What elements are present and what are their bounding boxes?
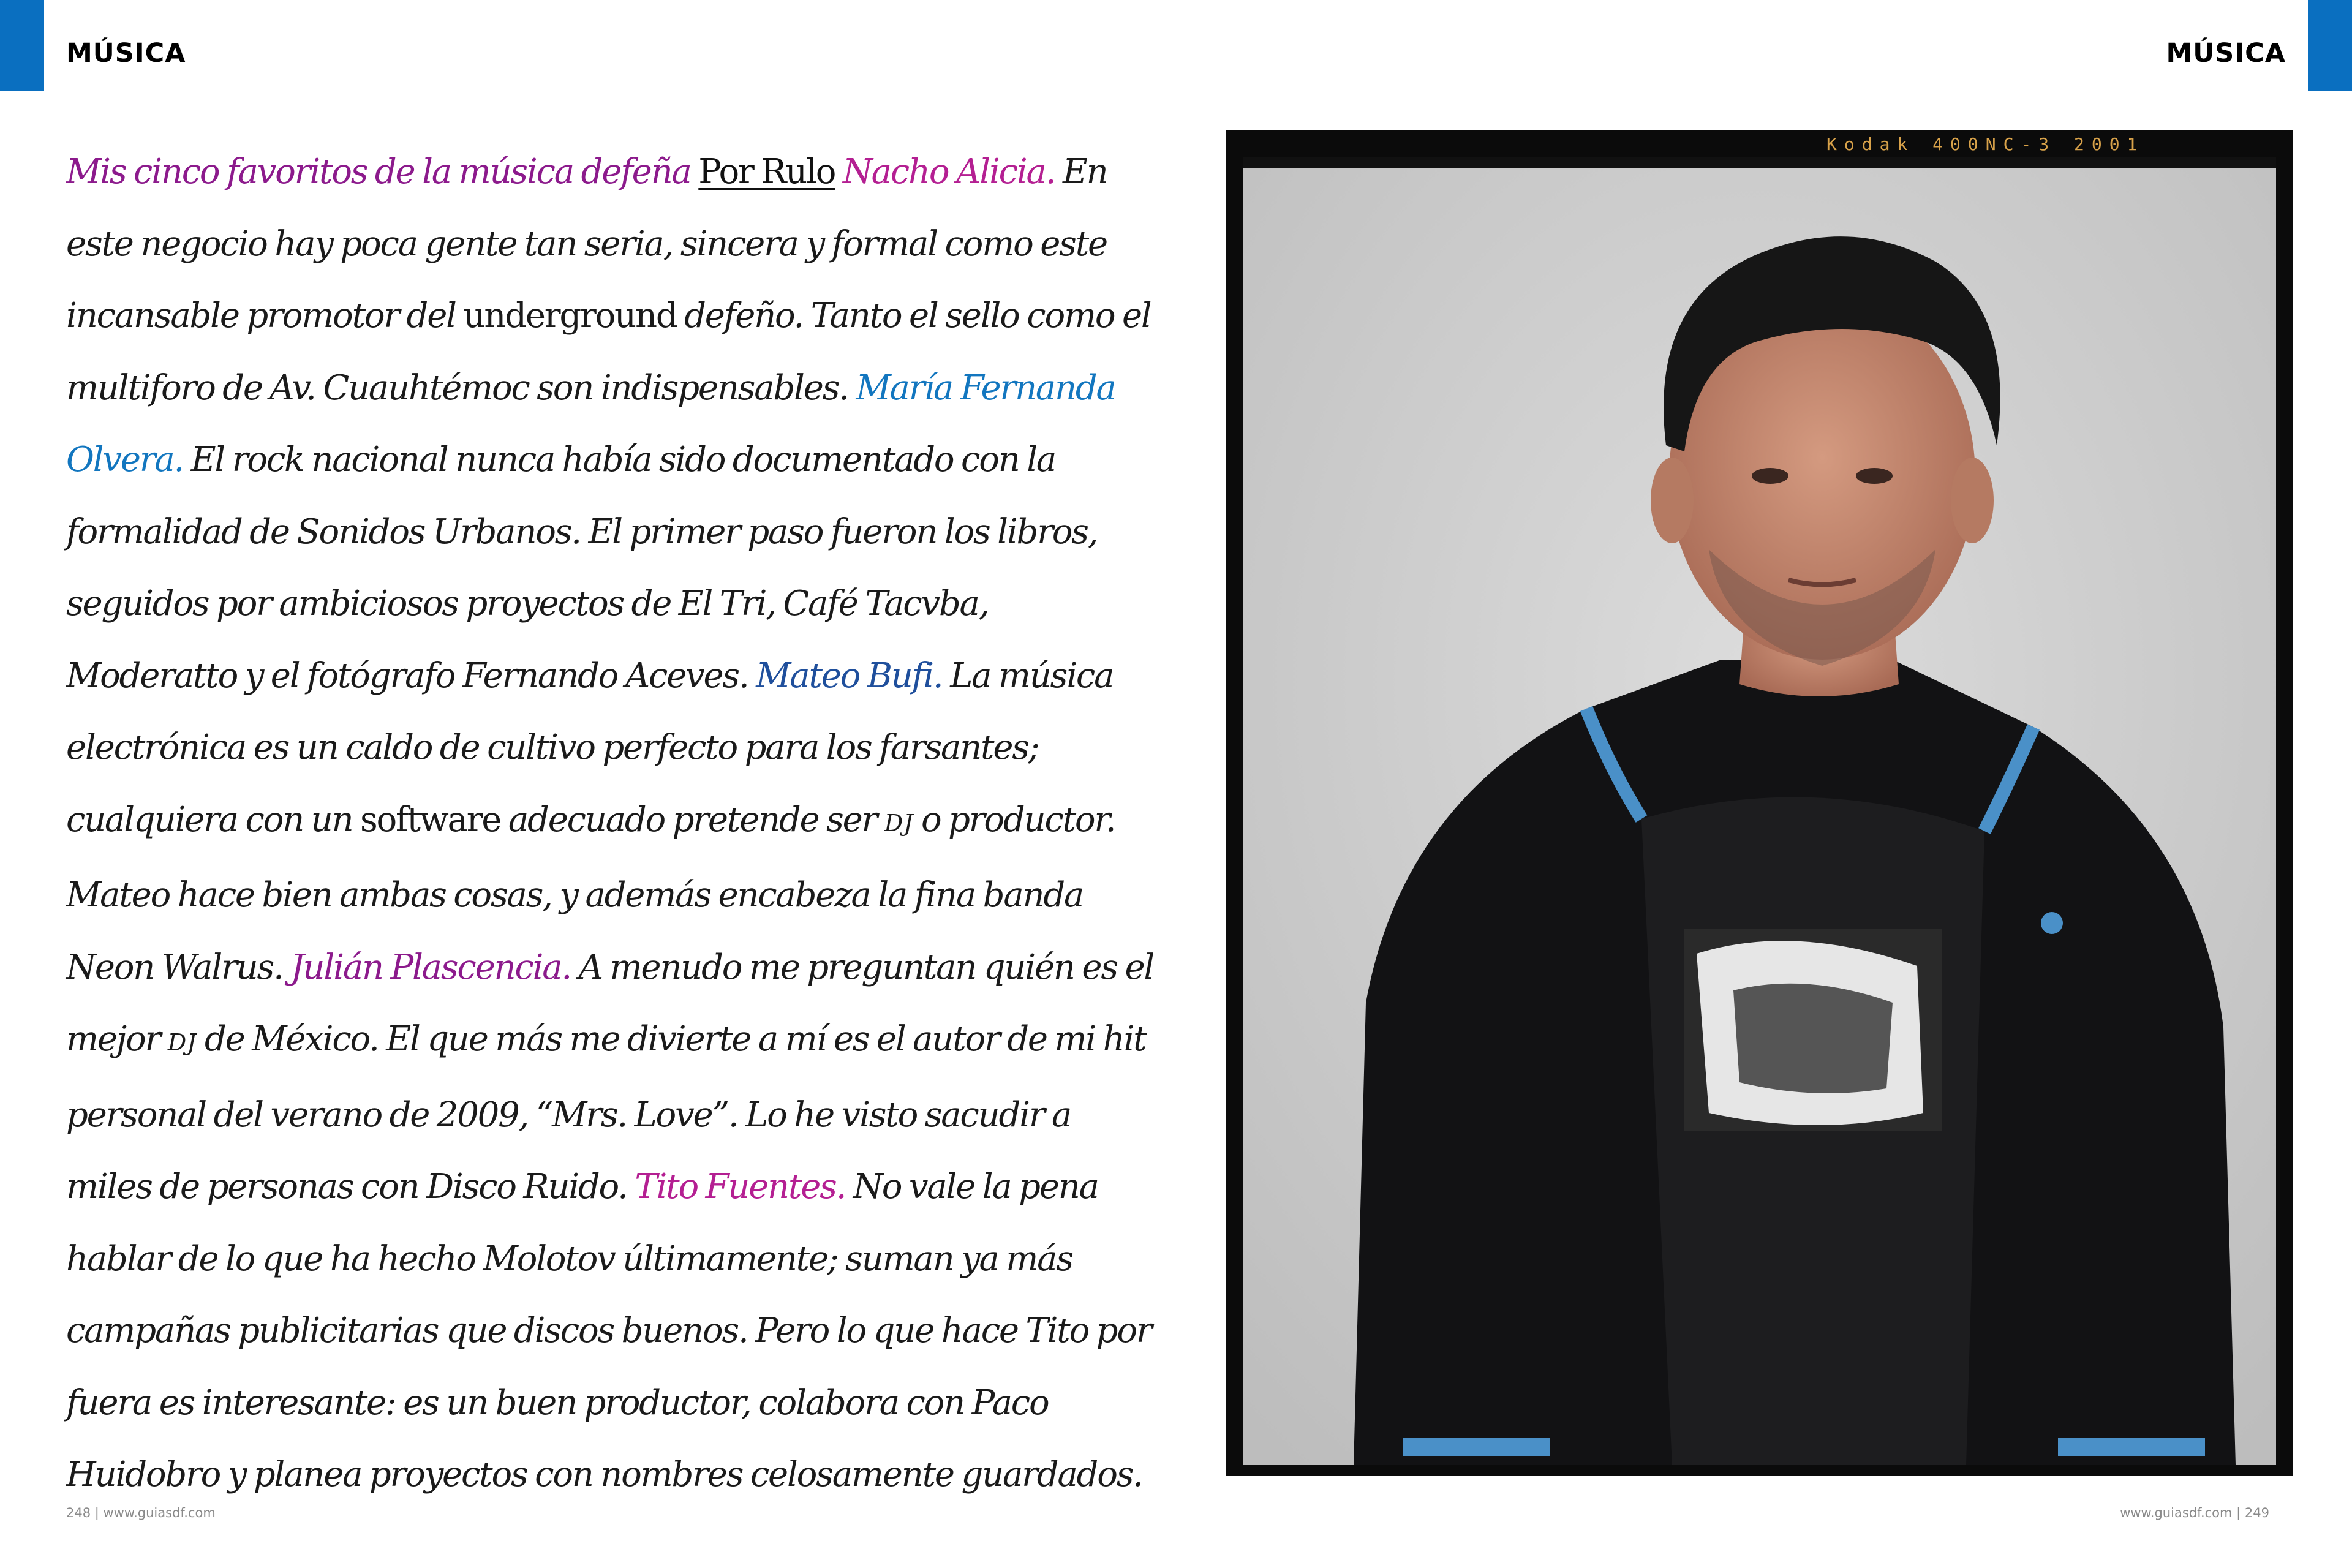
name-nacho-alicia: Nacho Alicia.	[842, 152, 1055, 192]
article-title: Mis cinco favoritos de la música defeña	[66, 152, 691, 192]
smallcaps-dj: DJ	[884, 809, 914, 837]
entry-text: En este negocio hay poca gente tan seria, sincera y formal como este incansable promotor del	[66, 152, 1107, 336]
section-tab-left	[0, 0, 44, 91]
entry-text: o productor. Mateo hace bien ambas cosas, y además encabeza la fina banda Neon Walrus.	[66, 799, 1115, 987]
name-maria-fernanda-olvera: María Fernanda Olvera.	[66, 368, 1115, 480]
name-mateo-bufi: Mateo Bufi.	[756, 655, 943, 696]
entry-text: de México. El que más me divierte a mí es el autor de mi hit personal del verano de 2009, “Mrs. Love”. Lo he visto sacudir a miles de personas con Disco Ruido.	[66, 1019, 1146, 1207]
roman-word: underground	[463, 296, 677, 336]
page-folio-right: www.guiasdf.com | 249	[2120, 1506, 2269, 1520]
section-label-right: MÚSICA	[2166, 38, 2286, 69]
entry-text: No vale la pena hablar de lo que ha hecho Molotov últimamente; suman ya más campañas publicitarias que discos buenos. Pero lo que hace Tito por fuera es interesante: es un buen productor, colabora con Paco Huidobro y planea proyectos con nombres celosamente guardados.	[66, 1167, 1152, 1494]
entry-text: La música electrónica es un caldo de cultivo perfecto para los farsantes; cualquiera con un	[66, 655, 1114, 840]
portrait-illustration	[1243, 157, 2276, 1465]
section-tab-right	[2308, 0, 2352, 91]
byline: Por Rulo	[698, 152, 835, 192]
name-tito-fuentes: Tito Fuentes.	[635, 1167, 846, 1207]
name-julian-plascencia: Julián Plascencia.	[290, 947, 571, 987]
section-label-left: MÚSICA	[66, 38, 186, 69]
smallcaps-dj: DJ	[167, 1029, 197, 1056]
roman-word: software	[360, 799, 501, 840]
entry-text: A menudo me preguntan quién es el mejor	[66, 947, 1154, 1059]
entry-text: adecuado pretende ser	[500, 799, 884, 840]
entry-text: El rock nacional nunca había sido documentado con la formalidad de Sonidos Urbanos. El primer paso fueron los libros, seguidos por ambiciosos proyectos de El Tri, Café Tacvba, Moderatto y el fotógrafo Fernando Aceves.	[66, 440, 1098, 696]
entry-text: defeño. Tanto el sello como el multiforo de Av. Cuauhtémoc son indispensables.	[66, 296, 1151, 408]
portrait-image	[1243, 157, 2276, 1465]
article-body	[66, 136, 1163, 1511]
film-edge-code: Kodak 400NC-3 2001	[1826, 134, 2145, 154]
portrait-photo	[1226, 130, 2293, 1476]
page-folio-left: 248 | www.guiasdf.com	[66, 1506, 216, 1520]
